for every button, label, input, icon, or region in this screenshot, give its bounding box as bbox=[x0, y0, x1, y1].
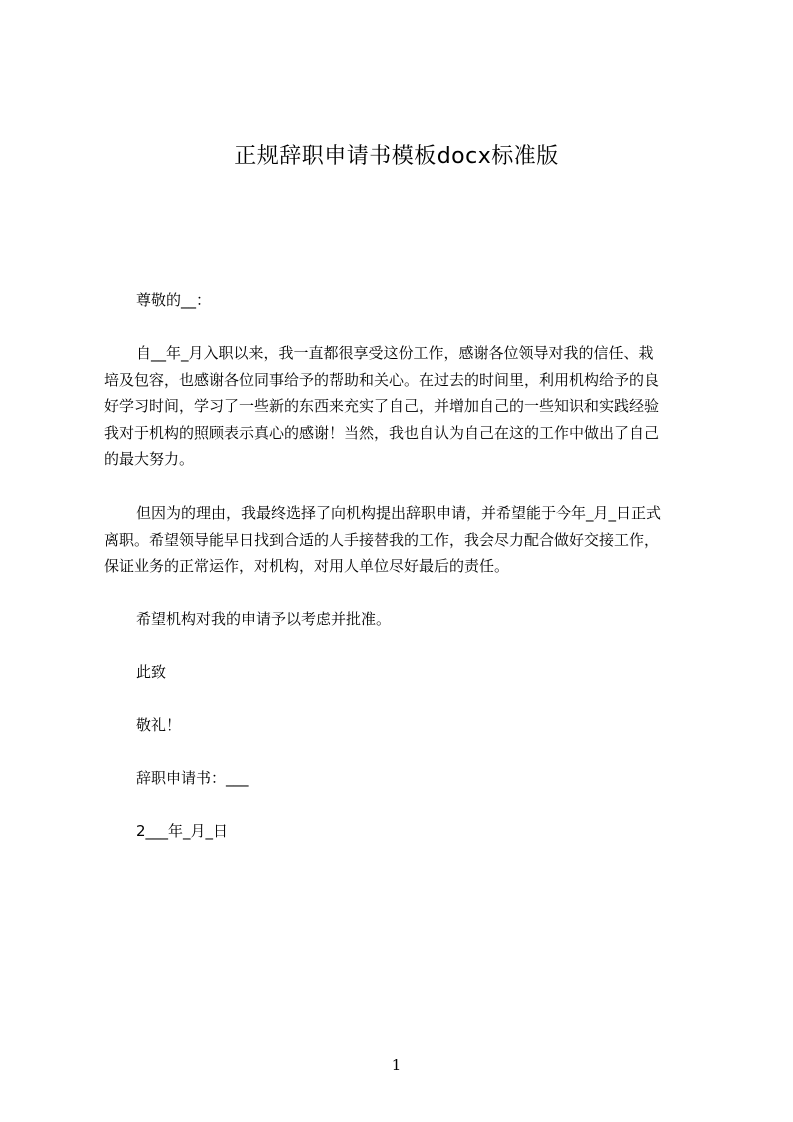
paragraph-1-line: 自__年_月入职以来，我一直都很享受这份工作，感谢各位领导对我的信任、栽 bbox=[136, 344, 654, 362]
closing-cizhi: 此致 bbox=[136, 663, 167, 681]
date-line: 2___年_月_日 bbox=[136, 822, 229, 840]
paragraph-2-line: 离职。希望领导能早日找到合适的人手接替我的工作，我会尽力配合做好交接工作， bbox=[104, 530, 660, 549]
paragraph-2-line: 但因为的理由，我最终选择了向机构提出辞职申请，并希望能于今年_月_日正式 bbox=[136, 504, 662, 522]
page-number: 1 bbox=[391, 1056, 402, 1074]
document-title: 正规辞职申请书模板docx标准版 bbox=[234, 144, 559, 169]
paragraph-2-line: 保证业务的正常运作，对机构，对用人单位尽好最后的责任。 bbox=[104, 557, 510, 575]
signature-line: 辞职申请书：___ bbox=[136, 769, 249, 787]
paragraph-1-line: 的最大努力。 bbox=[104, 450, 195, 468]
paragraph-2 bbox=[104, 500, 696, 580]
salutation: 尊敬的__： bbox=[136, 291, 212, 309]
paragraph-1-line: 好学习时间，学习了一些新的东西来充实了自己，并增加自己的一些知识和实践经验 bbox=[104, 397, 660, 415]
paragraph-1-line: 培及包容，也感谢各位同事给予的帮助和关心。在过去的时间里，利用机构给予的良 bbox=[104, 370, 660, 389]
closing-jingli: 敬礼！ bbox=[136, 716, 182, 734]
paragraph-1-line: 我对于机构的照顾表示真心的感谢！当然，我也自认为自己在这的工作中做出了自己 bbox=[104, 423, 660, 442]
paragraph-1 bbox=[104, 340, 696, 473]
request-line: 希望机构对我的申请予以考虑并批准。 bbox=[136, 610, 392, 628]
